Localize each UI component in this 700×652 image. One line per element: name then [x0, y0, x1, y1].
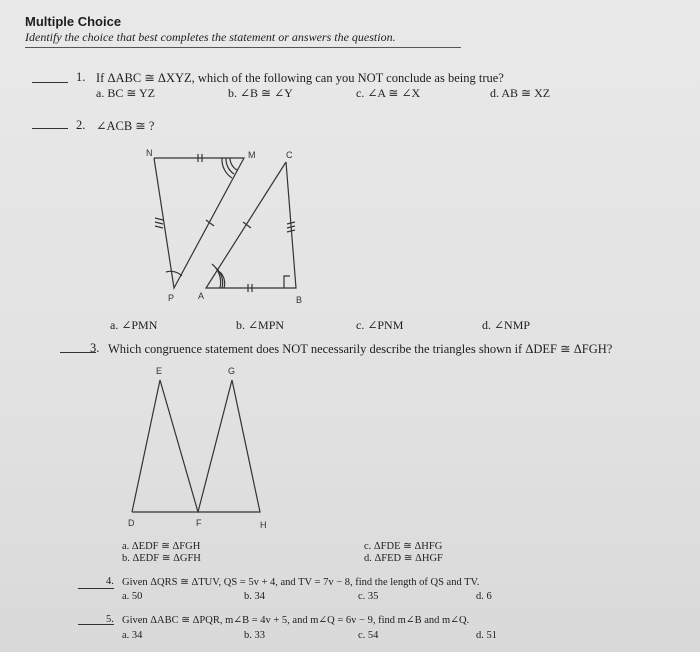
- section-title: Multiple Choice: [25, 14, 122, 29]
- q3-option-c: c. ΔFDE ≅ ΔHFG: [364, 541, 443, 552]
- answer-blank-q2[interactable]: [32, 128, 68, 129]
- q3-text: Which congruence statement does NOT necessarily describe the triangles shown if ΔDEF ≅ ΔFGH?: [108, 342, 613, 356]
- q1-option-b: b. ∠B ≅ ∠Y: [228, 86, 293, 100]
- q4-number: 4.: [106, 576, 114, 587]
- q2-option-b: b. ∠MPN: [236, 318, 285, 332]
- answer-blank-q1[interactable]: [32, 82, 68, 83]
- q1-option-c: c. ∠A ≅ ∠X: [356, 86, 421, 100]
- section-instructions: Identify the choice that best completes the statement or answers the question.: [25, 30, 396, 44]
- q4-text: Given ΔQRS ≅ ΔTUV, QS = 5v + 4, and TV = 7v − 8, find the length of QS and TV.: [122, 577, 480, 588]
- q2-option-a: a. ∠PMN: [110, 318, 158, 332]
- label-m: M: [248, 150, 256, 160]
- q2-option-d: d. ∠NMP: [482, 318, 531, 332]
- q4-option-b: b. 34: [244, 591, 265, 602]
- q2-option-c: c. ∠PNM: [356, 318, 404, 332]
- triangle-fgh: [198, 380, 260, 512]
- q2-figure: [140, 148, 320, 308]
- q5-number: 5.: [106, 614, 114, 625]
- label-a: A: [198, 291, 205, 301]
- label-b: B: [296, 295, 303, 305]
- label-e: E: [156, 366, 163, 376]
- q5-option-c: c. 54: [358, 630, 379, 641]
- q2-number: 2.: [76, 118, 86, 132]
- q1-number: 1.: [76, 70, 86, 84]
- label-h: H: [260, 520, 267, 530]
- q1-option-a: a. BC ≅ YZ: [96, 86, 155, 100]
- label-g: G: [228, 366, 236, 376]
- q4-option-c: c. 35: [358, 591, 379, 602]
- q1-text: If ΔABC ≅ ΔXYZ, which of the following can you NOT conclude as being true?: [96, 71, 504, 85]
- q5-option-a: a. 34: [122, 630, 143, 641]
- q3-figure: [120, 362, 280, 534]
- label-p: P: [168, 293, 175, 303]
- label-f: F: [196, 518, 202, 528]
- q2-text: ∠ACB ≅ ?: [96, 119, 155, 133]
- label-c: C: [286, 150, 293, 160]
- q5-text: Given ΔABC ≅ ΔPQR, m∠B = 4v + 5, and m∠Q = 6v − 9, find m∠B and m∠Q.: [122, 615, 470, 626]
- q3-option-b: b. ΔEDF ≅ ΔGFH: [122, 553, 201, 564]
- q4-option-a: a. 50: [122, 591, 143, 602]
- q4-option-d: d. 6: [476, 591, 492, 602]
- q5-option-d: d. 51: [476, 630, 497, 641]
- triangle-cab: [206, 162, 296, 288]
- triangle-edf: [132, 380, 198, 512]
- q3-option-a: a. ΔEDF ≅ ΔFGH: [122, 541, 201, 552]
- answer-blank-q4[interactable]: [78, 588, 114, 589]
- header-underline: [25, 47, 461, 48]
- q1-option-d: d. AB ≅ XZ: [490, 86, 551, 100]
- label-n: N: [146, 148, 153, 158]
- q3-option-d: d. ΔFED ≅ ΔHGF: [364, 553, 443, 564]
- label-d: D: [128, 518, 135, 528]
- q3-number: 3.: [90, 341, 100, 355]
- q5-option-b: b. 33: [244, 630, 265, 641]
